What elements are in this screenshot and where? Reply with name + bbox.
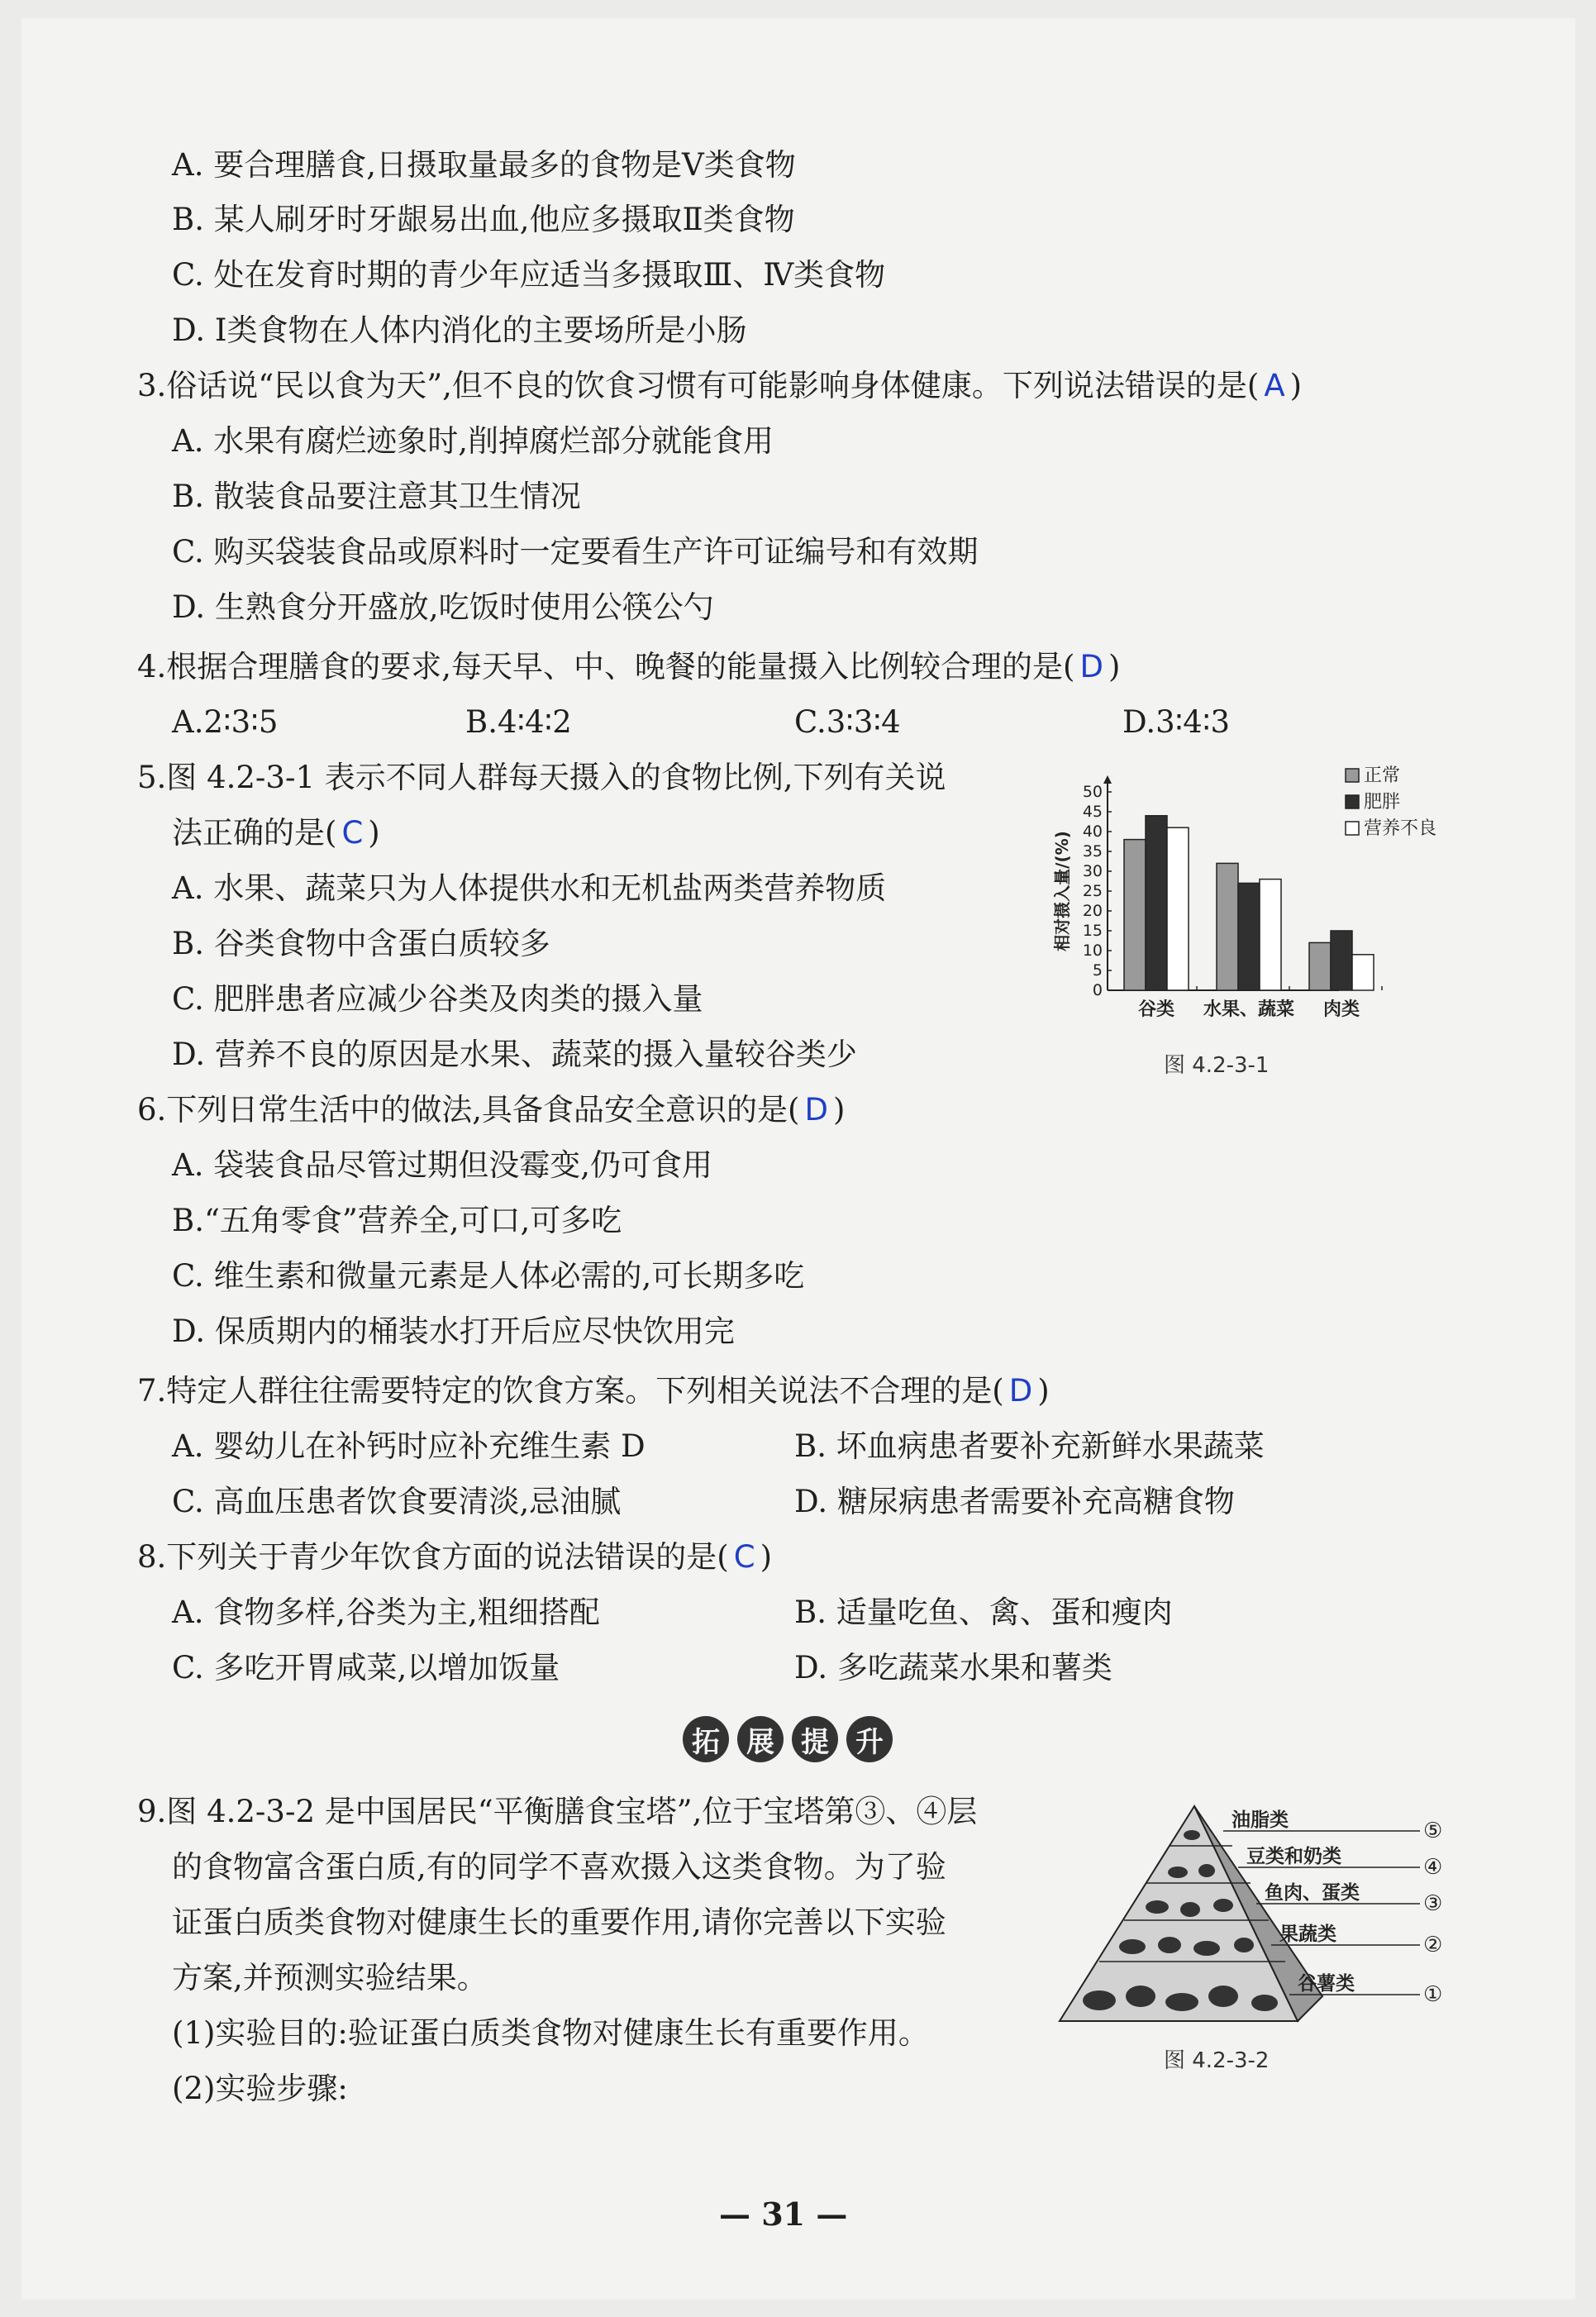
section-char-4: 升 <box>846 1716 893 1762</box>
bar <box>1124 840 1146 990</box>
pyramid-layer-number: ⑤ <box>1423 1819 1443 1843</box>
q7-option-d: D. 糖尿病患者需要补充高糖食物 <box>794 1484 1235 1519</box>
q3-option-a: A. 水果有腐烂迹象时,削掉腐烂部分就能食用 <box>172 423 774 459</box>
y-tick-label: 0 <box>1092 981 1103 999</box>
q6-option-b: B.“五角零食”营养全,可口,可多吃 <box>172 1203 622 1238</box>
pyramid-layer-number: ③ <box>1423 1891 1443 1916</box>
bar <box>1331 931 1352 990</box>
q2-option-c: C. 处在发育时期的青少年应适当多摄取Ⅲ、Ⅳ类食物 <box>172 257 886 293</box>
y-tick-label: 45 <box>1082 803 1103 821</box>
q6-option-d: D. 保质期内的桶装水打开后应尽快饮用完 <box>172 1313 735 1349</box>
x-tick-label: 谷类 <box>1137 999 1175 1020</box>
x-tick-label: 水果、蔬菜 <box>1203 999 1295 1020</box>
food-pyramid-figure <box>1050 1798 1446 2038</box>
bar <box>1146 816 1167 990</box>
question-8-stem <box>137 1539 772 1576</box>
q4-stem-text: 4.根据合理膳食的要求,每天早、中、晚餐的能量摄入比例较合理的是( <box>137 649 1075 684</box>
bar <box>1309 942 1331 990</box>
pyramid-layer-label: 油脂类 <box>1232 1809 1289 1831</box>
q3-answer: A <box>1264 368 1285 403</box>
q8-option-d: D. 多吃蔬菜水果和薯类 <box>794 1650 1112 1685</box>
q2-option-d: D. Ⅰ类食物在人体内消化的主要场所是小肠 <box>172 312 747 348</box>
q7-answer: D <box>1008 1373 1033 1409</box>
y-axis-arrow <box>1103 775 1112 784</box>
question-9-line5: (1)实验目的:验证蛋白质类食物对健康生长有重要作用。 <box>172 2015 929 2051</box>
page-number: — 31 — <box>719 2195 848 2233</box>
q3-option-c: C. 购买袋装食品或原料时一定要看生产许可证编号和有效期 <box>172 534 979 570</box>
pyramid-layer-label: 谷薯类 <box>1298 1973 1355 1995</box>
q8-option-b: B. 适量吃鱼、禽、蛋和瘦肉 <box>794 1595 1173 1630</box>
q8-answer: C <box>733 1539 755 1575</box>
legend-label: 肥胖 <box>1364 792 1401 813</box>
q7-close: ) <box>1037 1373 1050 1409</box>
question-7-stem <box>137 1373 1050 1409</box>
q4-option-a: A.2∶3∶5 <box>172 704 279 740</box>
q2-option-a: A. 要合理膳食,日摄取量最多的食物是Ⅴ类食物 <box>172 147 796 183</box>
q5-close: ) <box>368 815 380 851</box>
question-9-line3: 证蛋白质类食物对健康生长的重要作用,请你完善以下实验 <box>172 1905 946 1940</box>
y-tick-label: 10 <box>1082 942 1103 960</box>
bar <box>1167 827 1189 990</box>
question-3-stem <box>137 368 1302 404</box>
q6-answer: D <box>804 1092 828 1128</box>
y-tick-label: 30 <box>1082 862 1103 880</box>
bar <box>1238 883 1260 990</box>
intake-bar-chart <box>1041 760 1455 1025</box>
legend-label: 正常 <box>1364 765 1401 786</box>
legend-label: 营养不良 <box>1364 818 1437 839</box>
q4-option-b: B.4∶4∶2 <box>465 704 572 740</box>
bar <box>1217 863 1238 990</box>
section-header-extension <box>683 1716 893 1762</box>
q4-close: ) <box>1108 649 1121 684</box>
q8-close: ) <box>760 1539 773 1575</box>
section-char-3: 提 <box>792 1716 838 1762</box>
q7-option-b: B. 坏血病患者要补充新鲜水果蔬菜 <box>794 1428 1265 1464</box>
y-tick-label: 35 <box>1082 842 1103 861</box>
question-9-line2: 的食物富含蛋白质,有的同学不喜欢摄入这类食物。为了验 <box>172 1849 946 1885</box>
pyramid-layer-number: ② <box>1423 1933 1443 1957</box>
pyramid-layer-number: ④ <box>1423 1855 1443 1880</box>
q5-option-a: A. 水果、蔬菜只为人体提供水和无机盐两类营养物质 <box>172 870 887 906</box>
y-axis-label: 相对摄入量/(%) <box>1052 831 1072 951</box>
question-9-line4: 方案,并预测实验结果。 <box>172 1960 488 1995</box>
legend-swatch <box>1346 795 1359 808</box>
q5-stem-text: 法正确的是( <box>172 815 337 851</box>
y-tick-label: 20 <box>1082 902 1103 920</box>
pyramid-layer-label: 鱼肉、蛋类 <box>1265 1882 1360 1904</box>
q8-option-c: C. 多吃开胃咸菜,以增加饭量 <box>172 1650 560 1685</box>
q3-close: ) <box>1289 368 1303 403</box>
figure-1-caption: 图 4.2-3-1 <box>1164 1053 1270 1078</box>
figure-2-caption: 图 4.2-3-2 <box>1164 2048 1270 2073</box>
y-tick-label: 40 <box>1082 822 1103 841</box>
y-tick-label: 50 <box>1082 783 1103 801</box>
q3-stem-text: 3.俗话说“民以食为天”,但不良的饮食习惯有可能影响身体健康。下列说法错误的是( <box>137 368 1260 403</box>
q8-stem-text: 8.下列关于青少年饮食方面的说法错误的是( <box>137 1539 729 1575</box>
q8-option-a: A. 食物多样,谷类为主,粗细搭配 <box>172 1595 600 1630</box>
q6-close: ) <box>833 1092 846 1128</box>
pyramid-layer-label: 豆类和奶类 <box>1246 1846 1341 1867</box>
q5-option-d: D. 营养不良的原因是水果、蔬菜的摄入量较谷类少 <box>172 1037 857 1072</box>
question-5-stem-line2 <box>172 815 380 851</box>
q3-option-b: B. 散装食品要注意其卫生情况 <box>172 479 581 514</box>
x-tick-label: 肉类 <box>1322 999 1360 1020</box>
q6-option-c: C. 维生素和微量元素是人体必需的,可长期多吃 <box>172 1258 805 1294</box>
question-4-stem <box>137 649 1120 685</box>
y-tick-label: 25 <box>1082 882 1103 900</box>
q6-stem-text: 6.下列日常生活中的做法,具备食品安全意识的是( <box>137 1092 800 1128</box>
q6-option-a: A. 袋装食品尽管过期但没霉变,仍可食用 <box>172 1147 713 1183</box>
q5-answer: C <box>341 815 364 851</box>
q4-answer: D <box>1079 649 1103 684</box>
bar <box>1352 955 1374 990</box>
bar <box>1260 880 1281 990</box>
section-char-2: 展 <box>737 1716 784 1762</box>
q7-stem-text: 7.特定人群往往需要特定的饮食方案。下列相关说法不合理的是( <box>137 1373 1004 1409</box>
legend-swatch <box>1346 769 1359 782</box>
q7-option-c: C. 高血压患者饮食要清淡,忌油腻 <box>172 1484 622 1519</box>
q5-option-c: C. 肥胖患者应减少谷类及肉类的摄入量 <box>172 981 703 1017</box>
q4-option-d: D.3∶4∶3 <box>1122 704 1230 740</box>
q4-option-c: C.3∶3∶4 <box>794 704 901 740</box>
pyramid-layer-number: ① <box>1423 1982 1443 2007</box>
question-9-line1: 9.图 4.2-3-2 是中国居民“平衡膳食宝塔”,位于宝塔第③、④层 <box>137 1794 978 1829</box>
question-6-stem <box>137 1092 845 1128</box>
section-char-1: 拓 <box>683 1716 729 1762</box>
q5-option-b: B. 谷类食物中含蛋白质较多 <box>172 926 550 961</box>
question-9-line6: (2)实验步骤: <box>172 2071 348 2106</box>
q2-option-b: B. 某人刷牙时牙龈易出血,他应多摄取Ⅱ类食物 <box>172 202 795 237</box>
y-tick-label: 15 <box>1082 922 1103 940</box>
question-5-stem-line1: 5.图 4.2-3-1 表示不同人群每天摄入的食物比例,下列有关说 <box>137 760 946 795</box>
q7-option-a: A. 婴幼儿在补钙时应补充维生素 D <box>172 1428 646 1464</box>
pyramid-layer-label: 果蔬类 <box>1279 1924 1336 1945</box>
y-tick-label: 5 <box>1092 961 1103 980</box>
legend-swatch <box>1346 822 1359 835</box>
q3-option-d: D. 生熟食分开盛放,吃饭时使用公筷公勺 <box>172 589 714 625</box>
